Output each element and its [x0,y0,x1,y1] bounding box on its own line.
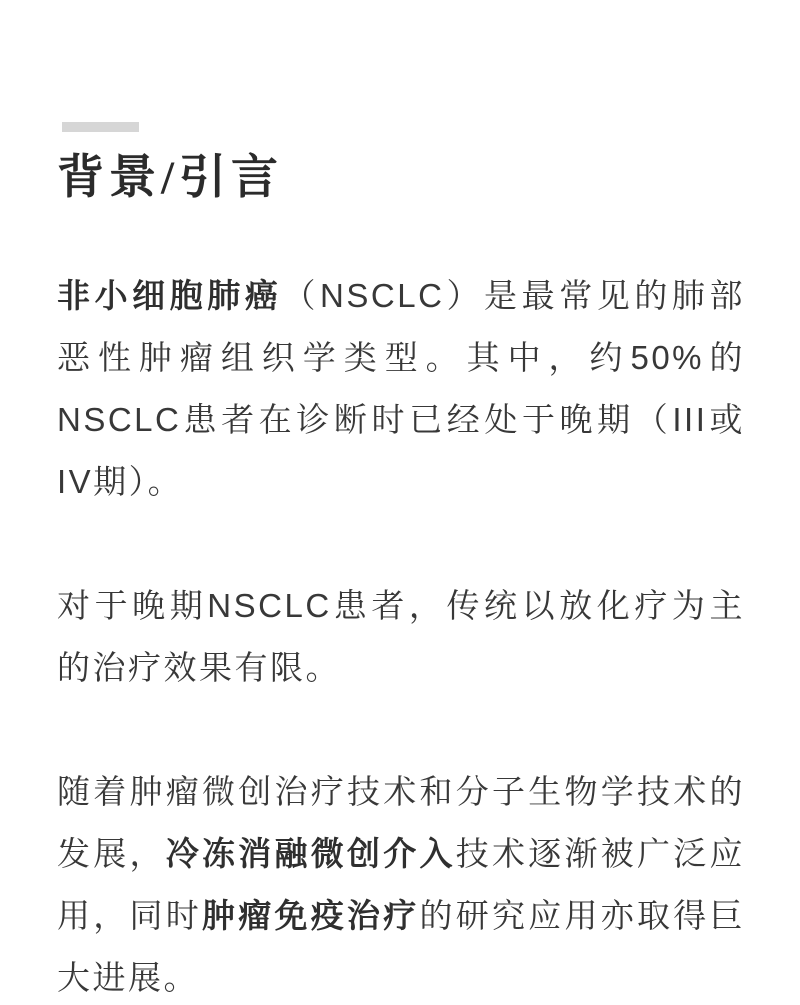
accent-bar [62,122,139,132]
text-run: 对于晚期NSCLC患者，传统以放化疗为主的治疗效果有限。 [57,587,745,686]
bold-text-run: 冷冻消融微创介入 [165,835,456,872]
article-body [57,265,745,1005]
text-run: （NSCLC）是最常见的肺部恶性肿瘤组织学类型。其中，约50%的NSCLC患者在诊断时已经处于晚期（III或IV期）。 [57,277,746,500]
paragraph [57,761,745,1005]
text-run: 的研究应用亦取得巨大进展。 [57,897,745,996]
text-run: 随着肿瘤微创治疗技术和分子生物学技术的发展， [57,773,745,872]
paragraph [57,265,745,513]
bold-text-run: 肿瘤免疫治疗 [202,897,420,934]
text-run: 技术逐渐被广泛应用，同时 [57,835,745,934]
bold-text-run: 非小细胞肺癌 [57,277,283,314]
paragraph [57,575,745,699]
page-title: 背景/引言 [57,152,284,204]
